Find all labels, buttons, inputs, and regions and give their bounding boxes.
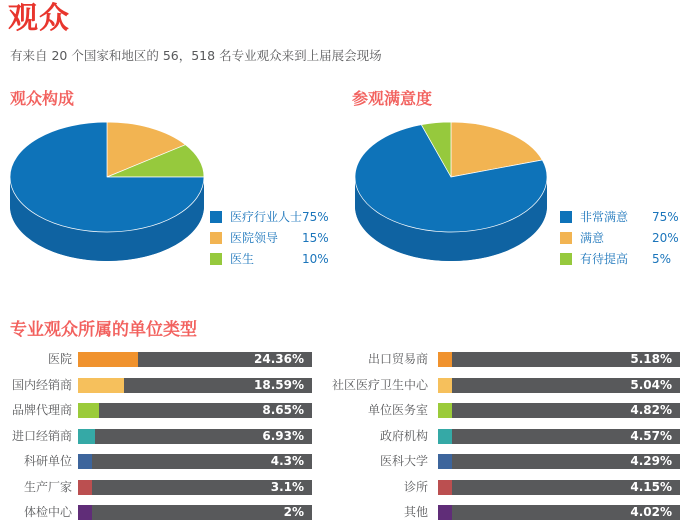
- bar-accent-segment: [438, 429, 452, 444]
- bar-value: 4.15%: [630, 480, 672, 494]
- bar-track: [438, 403, 680, 418]
- bar-value: 6.93%: [262, 429, 304, 443]
- bar-label: 医科大学: [379, 454, 428, 468]
- bar-accent-segment: [438, 352, 452, 367]
- legend-label: 医生: [230, 252, 255, 266]
- bar-label: 科研单位: [23, 454, 72, 468]
- bar-label: 社区医疗卫生中心: [331, 378, 428, 392]
- legend-label: 有待提高: [580, 252, 629, 266]
- bar-value: 5.04%: [630, 378, 672, 392]
- bar-track: [438, 429, 680, 444]
- legend-row: [210, 227, 329, 248]
- page-subtitle: 有来自 20 个国家和地区的 56，518 名专业观众来到上届展会现场: [10, 48, 382, 63]
- bar-label: 国内经销商: [11, 378, 72, 392]
- bar-track: [78, 403, 312, 418]
- legend-label: 医院领导: [230, 231, 279, 245]
- page-title: 观众: [8, 1, 70, 36]
- bar-value: 4.02%: [630, 505, 672, 519]
- bar-track: [78, 505, 312, 520]
- bar-accent-segment: [438, 505, 452, 520]
- bar-accent-segment: [78, 480, 92, 495]
- audience-composition-legend: [210, 206, 329, 269]
- legend-swatch: [560, 211, 572, 223]
- bar-accent-segment: [78, 403, 99, 418]
- bar-accent-segment: [438, 480, 452, 495]
- legend-row: [560, 248, 679, 269]
- bar-row: [0, 480, 312, 495]
- satisfaction-legend: [560, 206, 679, 269]
- bar-accent-segment: [78, 429, 95, 444]
- bar-value: 18.59%: [254, 378, 304, 392]
- bar-value: 4.82%: [630, 403, 672, 417]
- bar-row: [0, 505, 312, 520]
- bar-track: [438, 454, 680, 469]
- bar-track: [78, 454, 312, 469]
- legend-value: 75%: [652, 209, 679, 224]
- unit-type-heading: 专业观众所属的单位类型: [10, 320, 197, 340]
- legend-swatch: [210, 232, 222, 244]
- bar-label: 出口贸易商: [367, 352, 428, 366]
- bar-row: [0, 454, 312, 469]
- bar-column-left: [0, 352, 312, 523]
- bar-row: [0, 378, 312, 393]
- bar-track: [78, 378, 312, 393]
- legend-value: 75%: [302, 209, 329, 224]
- bar-track: [78, 352, 312, 367]
- bar-row: [330, 454, 680, 469]
- legend-value: 5%: [652, 251, 672, 266]
- bar-value: 4.3%: [270, 454, 304, 468]
- bar-row: [330, 505, 680, 520]
- bar-label: 进口经销商: [11, 429, 72, 443]
- bar-label: 单位医务室: [367, 403, 428, 417]
- bar-track: [438, 378, 680, 393]
- bar-accent-segment: [78, 505, 92, 520]
- bar-accent-segment: [78, 352, 138, 367]
- bar-label: 体检中心: [23, 505, 72, 519]
- legend-row: [560, 206, 679, 227]
- legend-row: [560, 227, 679, 248]
- bar-row: [330, 378, 680, 393]
- bar-label: 品牌代理商: [11, 403, 72, 417]
- bar-label: 诊所: [403, 480, 428, 494]
- bar-value: 24.36%: [254, 352, 304, 366]
- bar-track: [78, 480, 312, 495]
- bar-accent-segment: [78, 378, 124, 393]
- legend-value: 10%: [302, 251, 329, 266]
- bar-track: [78, 429, 312, 444]
- satisfaction-pie-chart: [340, 110, 570, 272]
- bar-value: 3.1%: [270, 480, 304, 494]
- bar-row: [0, 429, 312, 444]
- legend-row: [210, 206, 329, 227]
- legend-row: [210, 248, 329, 269]
- bar-value: 2%: [283, 505, 304, 519]
- bar-accent-segment: [438, 454, 452, 469]
- satisfaction-heading: 参观满意度: [352, 89, 433, 108]
- bar-column-right: [330, 352, 680, 523]
- bar-value: 4.29%: [630, 454, 672, 468]
- bar-label: 生产厂家: [23, 480, 72, 494]
- legend-label: 医疗行业人士: [230, 210, 303, 224]
- bar-label: 其他: [403, 505, 428, 519]
- bar-row: [330, 352, 680, 367]
- bar-value: 8.65%: [262, 403, 304, 417]
- bar-track: [438, 480, 680, 495]
- bar-value: 4.57%: [630, 429, 672, 443]
- bar-track: [438, 352, 680, 367]
- bar-label: 医院: [47, 352, 72, 366]
- bar-value: 5.18%: [630, 352, 672, 366]
- legend-label: 满意: [580, 231, 605, 245]
- bar-row: [330, 480, 680, 495]
- legend-swatch: [210, 253, 222, 265]
- legend-swatch: [560, 253, 572, 265]
- bar-row: [330, 429, 680, 444]
- legend-label: 非常满意: [580, 210, 629, 224]
- bar-row: [330, 403, 680, 418]
- bar-row: [0, 403, 312, 418]
- bar-accent-segment: [438, 403, 452, 418]
- bar-track: [438, 505, 680, 520]
- bar-row: [0, 352, 312, 367]
- bar-accent-segment: [78, 454, 92, 469]
- bar-accent-segment: [438, 378, 452, 393]
- legend-swatch: [210, 211, 222, 223]
- bar-label: 政府机构: [379, 429, 428, 443]
- audience-composition-heading: 观众构成: [10, 89, 75, 108]
- legend-value: 20%: [652, 230, 679, 245]
- legend-swatch: [560, 232, 572, 244]
- legend-value: 15%: [302, 230, 329, 245]
- audience-composition-pie-chart: [0, 110, 230, 272]
